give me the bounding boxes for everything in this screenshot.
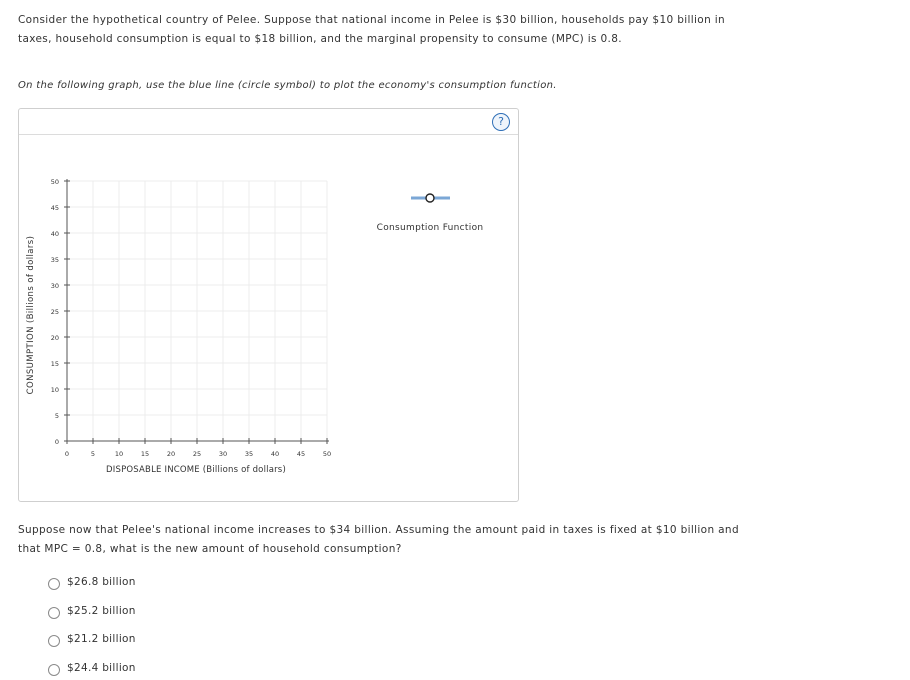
y-tick-label: 50 [50, 178, 59, 186]
question-line-1: Suppose now that Pelee's national income increases to $34 billion. Assuming the amount paid in taxes is fixed at $10 billion and [18, 524, 739, 536]
x-tick-label: 5 [90, 450, 96, 458]
radio-button-icon[interactable] [48, 607, 60, 619]
x-tick-label: 45 [296, 450, 306, 458]
y-tick-label: 10 [50, 386, 59, 394]
x-tick-label: 25 [192, 450, 202, 458]
y-tick-labels [51, 178, 59, 446]
x-tick-label: 20 [166, 450, 176, 458]
radio-button-icon[interactable] [48, 578, 60, 590]
x-axis-label: DISPOSABLE INCOME (Billions of dollars) [106, 465, 286, 475]
graph-canvas[interactable] [19, 109, 518, 501]
y-tick-label: 0 [54, 438, 59, 446]
radio-button-icon[interactable] [48, 635, 60, 647]
y-tick-label: 30 [50, 282, 59, 290]
y-axis-label: CONSUMPTION (Billions of dollars) [26, 235, 36, 395]
answer-option-label: $21.2 billion [67, 633, 136, 645]
y-tick-label: 20 [50, 334, 59, 342]
y-tick-label: 5 [54, 412, 59, 420]
graph-instruction: On the following graph, use the blue line (circle symbol) to plot the economy's consumption function. [18, 80, 557, 91]
x-tick-label: 15 [140, 450, 150, 458]
x-tick-label: 35 [244, 450, 254, 458]
y-tick-label: 40 [50, 230, 59, 238]
graph-panel [18, 108, 519, 502]
x-tick-labels [65, 450, 331, 458]
x-tick-label: 50 [322, 450, 332, 458]
consumption-function-tool[interactable] [411, 194, 450, 202]
question-line-2: that MPC = 0.8, what is the new amount of household consumption? [18, 543, 402, 555]
y-tick-label: 35 [50, 256, 59, 264]
x-tick-label: 40 [270, 450, 280, 458]
x-tick-label: 10 [114, 450, 124, 458]
plot-grid [67, 181, 327, 441]
help-icon[interactable]: ? [492, 113, 510, 131]
answer-option-label: $25.2 billion [67, 605, 136, 617]
y-tick-label: 25 [50, 308, 59, 316]
answer-option-label: $24.4 billion [67, 662, 136, 674]
x-tick-label: 30 [218, 450, 228, 458]
intro-line-2: taxes, household consumption is equal to $18 billion, and the marginal propensity to consume (MPC) is 0.8. [18, 33, 622, 45]
y-tick-label: 45 [50, 204, 59, 212]
circle-symbol-icon[interactable] [426, 194, 434, 202]
intro-line-1: Consider the hypothetical country of Pelee. Suppose that national income in Pelee is $30 billion, households pay $10 billion in [18, 14, 726, 26]
answer-option-label: $26.8 billion [67, 576, 136, 588]
y-tick-label: 15 [50, 360, 59, 368]
radio-button-icon[interactable] [48, 664, 60, 676]
x-tick-label: 0 [64, 450, 70, 458]
legend-label: Consumption Function [376, 223, 484, 233]
